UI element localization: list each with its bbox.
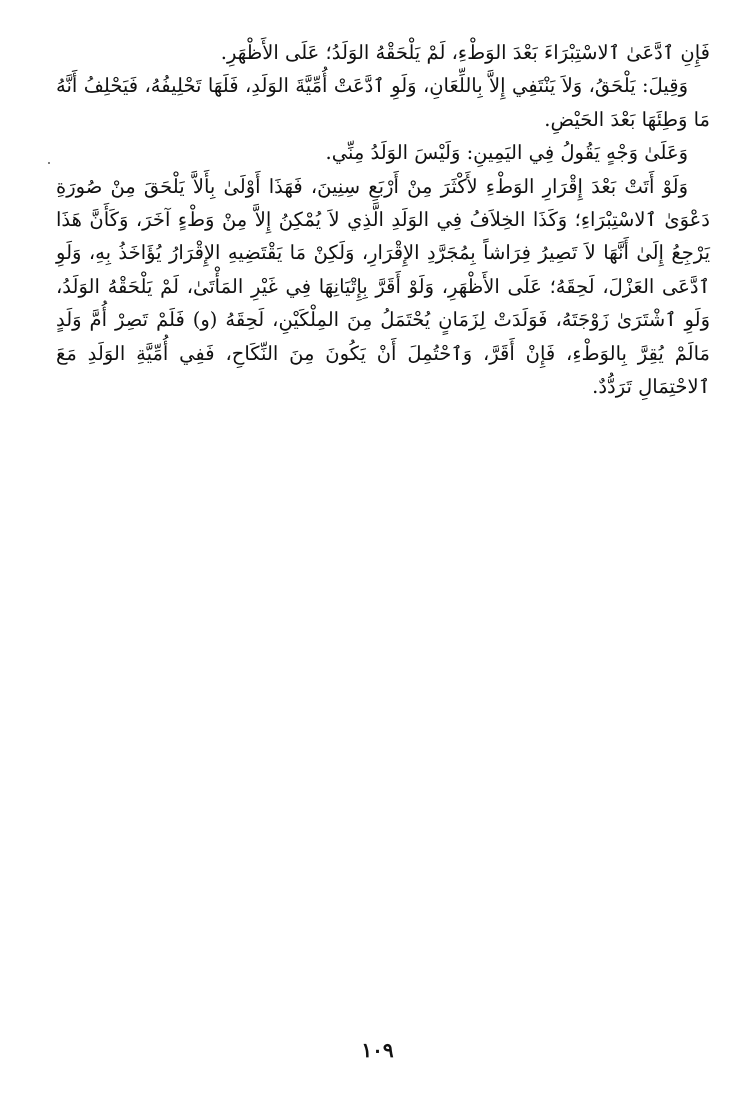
paragraph-istibra-claim: فَإِنِ ٱدَّعَىٰ ٱلاسْتِبْرَاءَ بَعْدَ الوَطْءِ، لَمْ يَلْحَقْهُ الوَلَدُ؛ عَلَى الأَظْهَرِ. [220, 41, 710, 64]
scan-speck [48, 162, 50, 164]
paragraph-oath-wording: وَعَلَىٰ وَجْهٍ يَقُولُ فِي اليَمِينِ: وَلَيْسَ الوَلَدُ مِنِّي. [325, 141, 688, 165]
paragraph-alternative-view: وَقِيلَ: يَلْحَقُ، وَلاَ يَنْتَفِي إِلاَّ بِاللِّعَانِ، وَلَوِ ٱدَّعَتْ أُمِّيَّةَ الوَلَدِ، فَلَهَا تَحْلِيفُهُ، فَيَحْلِفُ أَنَّهُ مَا وَطِئَهَا بَعْدَ الحَيْضِ. [56, 74, 710, 131]
body-text [56, 36, 710, 403]
page-number: ١٠٩ [361, 1038, 394, 1062]
paragraph-four-years: وَلَوْ أَتَتْ بَعْدَ إِقْرَارِ الوَطْءِ لأَكْثَرَ مِنْ أَرْبَعِ سِنِينَ، فَهَذَا أَوْلَىٰ بِأَلاَّ يَلْحَقَ مِنْ صُورَةِ دَعْوَىٰ ٱلاسْتِبْرَاءِ؛ وَكَذَا الخِلاَفُ فِي الوَلَدِ الَّذِي لاَ يُمْكِنُ إِلاَّ مِنْ وَطْءٍ آخَرَ، وَكَأَنَّ هَذَا يَرْجِعُ إِلَىٰ أَنَّهَا لاَ تَصِيرُ فِرَاشاً بِمُجَرَّدِ الإِقْرَارِ، وَلَكِنْ مَا يَقْتَضِيهِ الإِقْرَارُ يُؤَاخَذُ بِهِ، وَلَوِ ٱدَّعَى العَزْلَ، لَحِقَهُ؛ عَلَى الأَظْهَرِ، وَلَوْ أَقَرَّ بِإِتْيَانِهَا فِي غَيْرِ المَأْتَىٰ، لَمْ يَلْحَقْهُ الوَلَدُ، وَلَوِ ٱشْتَرَىٰ زَوْجَتَهُ، فَوَلَدَتْ لِزَمَانٍ يُحْتَمَلُ مِنَ المِلْكَيْنِ، لَحِقَهُ (و) فَلَمْ تَصِرْ أُمَّ وَلَدٍ مَالَمْ يُقِرَّ بِالوَطْءِ، فَإِنْ أَقَرَّ، وَٱحْتُمِلَ أَنْ يَكُونَ مِنَ النِّكَاحِ، فَفِي أُمِّيَّةِ الوَلَدِ مَعَ ٱلاحْتِمَالِ تَرَدُّدٌ. [56, 174, 710, 399]
